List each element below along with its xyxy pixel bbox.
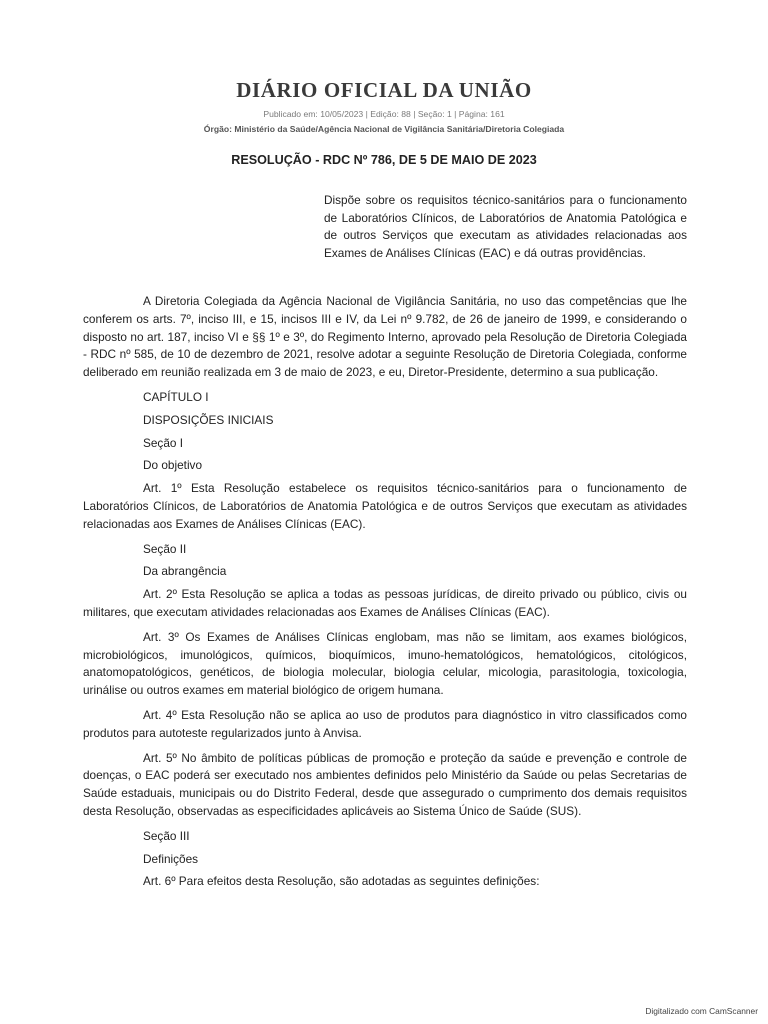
section-1-title: Do objetivo <box>143 458 203 473</box>
resolution-body <box>83 293 687 898</box>
orgao-text: Órgão: Ministério da Saúde/Agência Nacional de Vigilância Sanitária/Diretoria Colegiada <box>203 124 565 134</box>
article-2: Art. 2º Esta Resolução se aplica a todas as pessoas jurídicas, de direito privado ou público, civis ou militares, que executam atividades relacionadas aos Exames de Análises Clínicas (EAC). <box>83 587 687 619</box>
section-3-title: Definições <box>143 851 199 866</box>
section-2-heading: Seção II <box>143 541 187 556</box>
publication-info: Publicado em: 10/05/2023 | Edição: 88 | Seção: 1 | Página: 161 <box>263 109 505 119</box>
orgao-line <box>0 124 768 134</box>
chapter-title: DISPOSIÇÕES INICIAIS <box>143 412 274 427</box>
article-6: Art. 6º Para efeitos desta Resolução, são adotadas as seguintes definições: <box>143 874 540 889</box>
preamble-paragraph: A Diretoria Colegiada da Agência Nacional de Vigilância Sanitária, no uso das competências que lhe conferem os arts. 7º, inciso III, e 15, incisos III e IV, da Lei nº 9.782, de 26 de janeiro de 1999, e considerando o disposto no art. 187, inciso VI e §§ 1º e 3º, do Regimento Interno, aprovado pela Resolução de Diretoria Colegiada - RDC nº 585, de 10 de dezembro de 2021, resolve adotar a seguinte Resolução de Diretoria Colegiada, conforme deliberado em reunião realizada em 3 de maio de 2023, e eu, Diretor-Presidente, determino a sua publicação. <box>83 294 687 380</box>
section-2-title: Da abrangência <box>143 564 227 579</box>
scanner-watermark: Digitalizado com CamScanner <box>645 1006 758 1016</box>
resolution-ementa: Dispõe sobre os requisitos técnico-sanitários para o funcionamento de Laboratórios Clínicos, de Laboratórios de Anatomia Patológica e de outros Serviços que executam as atividades relacionadas aos Exames de Análises Clínicas (EAC) e dá outras providências. <box>324 193 687 261</box>
resolution-title: RESOLUÇÃO - RDC Nº 786, DE 5 DE MAIO DE 2023 <box>231 153 537 167</box>
masthead-title: DIÁRIO OFICIAL DA UNIÃO <box>236 78 532 102</box>
article-4: Art. 4º Esta Resolução não se aplica ao uso de produtos para diagnóstico in vitro classificados como produtos para autoteste regularizados junto à Anvisa. <box>83 707 687 740</box>
section-3-heading: Seção III <box>143 828 190 843</box>
article-1: Art. 1º Esta Resolução estabelece os requisitos técnico-sanitários para o funcionamento de Laboratórios Clínicos, de Laboratórios de Anatomia Patológica e de outros Serviços que executam as atividades relacionadas aos Exames de Análises Clínicas (EAC). <box>83 481 687 531</box>
article-5: Art. 5º No âmbito de políticas públicas de promoção e proteção da saúde e prevenção e controle de doenças, o EAC poderá ser executado nos ambientes definidos pelo Ministério da Saúde ou pelas Secretarias de Saúde estaduais, municipais ou do Distrito Federal, desde que assegurado o cumprimento dos demais requisitos desta Resolução, observadas as especificidades aplicáveis ao Sistema Único de Saúde (SUS). <box>83 750 687 818</box>
chapter-heading: CAPÍTULO I <box>143 389 209 404</box>
section-1-heading: Seção I <box>143 435 184 450</box>
article-3: Art. 3º Os Exames de Análises Clínicas englobam, mas não se limitam, aos exames biológicos, microbiológicos, imunológicos, químicos, bioquímicos, imuno-hematológicos, hematológicos, citológicos, anatomopatológicos, genéticos, de biologia molecular, biologia celular, micologia, parasitologia, toxicologia, urinálise ou outros exames em material biológico de origem humana. <box>83 629 687 698</box>
